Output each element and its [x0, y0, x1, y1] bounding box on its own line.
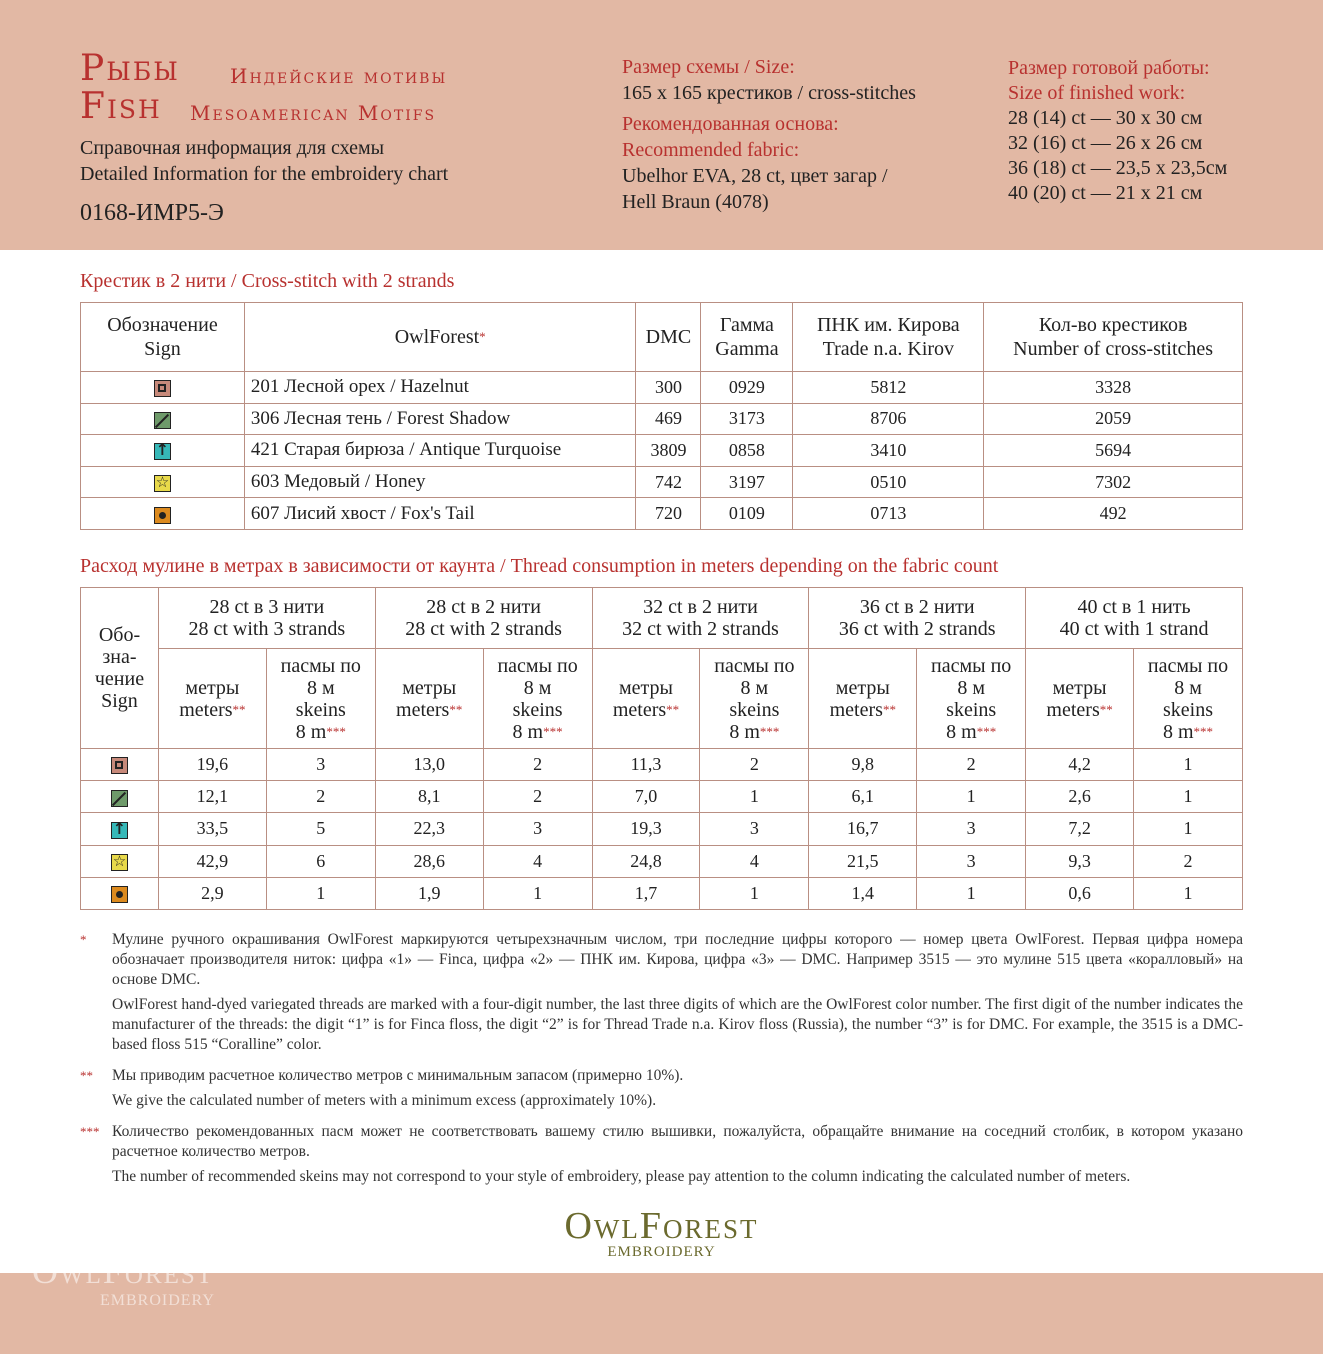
- cell: 2,6: [1026, 781, 1134, 813]
- table2-title: Расход мулине в метрах в зависимости от каунта / Thread consumption in meters depending on the fabric count: [80, 555, 999, 577]
- group-36-2: 36 ct в 2 нити 36 ct with 2 strands: [809, 588, 1026, 649]
- footnote-2: [80, 1066, 1243, 1116]
- up-arrow-icon: [154, 443, 171, 460]
- cell: 4: [483, 845, 592, 877]
- footnote-2-ru: Мы приводим расчетное количество метров с минимальным запасом (примерно 10%).: [112, 1067, 684, 1084]
- thread-name: 603 Медовый / Honey: [244, 466, 636, 498]
- cell: 11,3: [592, 749, 700, 781]
- title-en: Fish: [80, 86, 162, 127]
- gamma-value: 0858: [701, 435, 793, 467]
- size-value: 165 x 165 крестиков / cross-stitches: [622, 82, 916, 104]
- cell: 1: [700, 877, 809, 909]
- cell: 3: [700, 813, 809, 845]
- cell: 1: [1134, 877, 1243, 909]
- footnote-marker: *: [80, 932, 87, 947]
- footnote-1: [80, 930, 1243, 1060]
- group-header-row: [81, 588, 1243, 649]
- sub-meters: метры meters**: [809, 649, 917, 749]
- kirov-value: 8706: [793, 403, 984, 435]
- sub-header-row: [81, 649, 1243, 749]
- cell: 2: [483, 781, 592, 813]
- thread-name: 201 Лесной орех / Hazelnut: [244, 372, 636, 404]
- subtitle-en: Mesoamerican Motifs: [190, 101, 437, 125]
- sub-skeins: пасмы по 8 м skeins 8 m***: [483, 649, 592, 749]
- chart-code: 0168-ИМР5-Э: [80, 200, 224, 226]
- sub-skeins: пасмы по 8 м skeins 8 m***: [917, 649, 1026, 749]
- footnote-marker: **: [80, 1068, 93, 1083]
- chart-size-block: [622, 54, 916, 215]
- group-40-1: 40 ct в 1 нить 40 ct with 1 strand: [1026, 588, 1243, 649]
- owlforest-logo: OwlForest: [564, 1205, 759, 1247]
- cell: 5: [266, 813, 375, 845]
- sub-meters: метры meters**: [158, 649, 266, 749]
- watermark-logo: OwlForest: [32, 1251, 215, 1291]
- table-row: [81, 403, 1243, 435]
- cell: 0,6: [1026, 877, 1134, 909]
- cell: 6,1: [809, 781, 917, 813]
- kirov-value: 3410: [793, 435, 984, 467]
- cell: 7,2: [1026, 813, 1134, 845]
- footnote-2-en: We give the calculated number of meters with a minimum excess (approximately 10%).: [112, 1092, 657, 1109]
- cell: 19,6: [158, 749, 266, 781]
- sub-meters: метры meters**: [592, 649, 700, 749]
- cell: 13,0: [375, 749, 483, 781]
- group-28-3: 28 ct в 3 нити 28 ct with 3 strands: [158, 588, 375, 649]
- footnote-3-ru: Количество рекомендованных пасм может не соответствовать вашему стилю вышивки, пожалуйста, обращайте внимание на соседний столбик, в котором указано расчетное количество метров.: [112, 1123, 1243, 1160]
- kirov-value: 0713: [793, 498, 984, 530]
- star-icon: [111, 854, 128, 871]
- count-value: 7302: [984, 466, 1243, 498]
- thread-consumption-table: [80, 587, 1243, 910]
- cell: 2: [700, 749, 809, 781]
- table-row: [81, 498, 1243, 530]
- fabric-value-1: Ubelhor EVA, 28 ct, цвет загар /: [622, 165, 888, 187]
- thread-name: 306 Лесная тень / Forest Shadow: [244, 403, 636, 435]
- count-value: 492: [984, 498, 1243, 530]
- table-row: [81, 877, 1243, 909]
- slash-icon: [154, 412, 171, 429]
- finished-label-ru: Размер готовой работы:: [1008, 57, 1210, 79]
- table-row: [81, 781, 1243, 813]
- cell: 8,1: [375, 781, 483, 813]
- thread-name: 607 Лисий хвост / Fox's Tail: [244, 498, 636, 530]
- header-kirov: ПНК им. Кирова Trade n.a. Kirov: [793, 303, 984, 372]
- gamma-value: 0929: [701, 372, 793, 404]
- table-row: [81, 435, 1243, 467]
- gamma-value: 0109: [701, 498, 793, 530]
- gamma-value: 3197: [701, 466, 793, 498]
- footnote-marker: ***: [80, 1124, 100, 1139]
- cell: 3: [917, 813, 1026, 845]
- dot-icon: [154, 507, 171, 524]
- square-in-square-icon: [111, 757, 128, 774]
- star-icon: [154, 475, 171, 492]
- header-gamma: Гамма Gamma: [701, 303, 793, 372]
- title-ru: Рыбы: [80, 48, 180, 89]
- cell: 1,9: [375, 877, 483, 909]
- finished-size-28: 28 (14) ct — 30 x 30 см: [1008, 107, 1203, 129]
- cell: 33,5: [158, 813, 266, 845]
- gamma-value: 3173: [701, 403, 793, 435]
- thread-key-table: [80, 302, 1243, 530]
- sub-meters: метры meters**: [375, 649, 483, 749]
- cell: 1,7: [592, 877, 700, 909]
- dmc-value: 720: [636, 498, 701, 530]
- cell: 1: [917, 781, 1026, 813]
- cell: 24,8: [592, 845, 700, 877]
- cell: 28,6: [375, 845, 483, 877]
- footnote-3: [80, 1122, 1243, 1192]
- table-header-row: [81, 303, 1243, 372]
- fabric-label-ru: Рекомендованная основа:: [622, 113, 839, 135]
- footnote-1-en: OwlForest hand-dyed variegated threads are marked with a four-digit number, the last three digits of which are the OwlForest color number. The first digit of the number indicates the manufacturer of the threads: the digit “1” is for Finca floss, the digit “2” is for Thread Trade n.a. Kirov floss (Russia), the number “3” is for DMC. For example, the 3515 is a DMC-based floss 515 “Coralline” color.: [112, 996, 1243, 1053]
- cell: 1: [700, 781, 809, 813]
- dmc-value: 300: [636, 372, 701, 404]
- watermark-logo-sub: EMBROIDERY: [100, 1292, 215, 1309]
- dot-icon: [111, 886, 128, 903]
- table1-title: Крестик в 2 нити / Cross-stitch with 2 strands: [80, 270, 455, 292]
- cell: 2: [917, 749, 1026, 781]
- square-in-square-icon: [154, 380, 171, 397]
- cell: 2: [1134, 845, 1243, 877]
- size-label: Размер схемы / Size:: [622, 56, 795, 78]
- header-owlforest: OwlForest*: [244, 303, 636, 372]
- cell: 1: [1134, 781, 1243, 813]
- finished-size-36: 36 (18) ct — 23,5 x 23,5см: [1008, 157, 1228, 179]
- sub-skeins: пасмы по 8 м skeins 8 m***: [1134, 649, 1243, 749]
- cell: 4,2: [1026, 749, 1134, 781]
- dmc-value: 469: [636, 403, 701, 435]
- group-32-2: 32 ct в 2 нити 32 ct with 2 strands: [592, 588, 809, 649]
- cell: 1: [1134, 813, 1243, 845]
- cell: 6: [266, 845, 375, 877]
- cell: 22,3: [375, 813, 483, 845]
- cell: 7,0: [592, 781, 700, 813]
- cell: 19,3: [592, 813, 700, 845]
- reference-ru: Справочная информация для схемы: [80, 137, 385, 159]
- dmc-value: 742: [636, 466, 701, 498]
- cell: 2: [483, 749, 592, 781]
- cell: 2,9: [158, 877, 266, 909]
- finished-size-40: 40 (20) ct — 21 x 21 см: [1008, 182, 1203, 204]
- cell: 42,9: [158, 845, 266, 877]
- cell: 1,4: [809, 877, 917, 909]
- slash-icon: [111, 790, 128, 807]
- count-value: 5694: [984, 435, 1243, 467]
- cell: 9,3: [1026, 845, 1134, 877]
- cell: 1: [1134, 749, 1243, 781]
- cell: 4: [700, 845, 809, 877]
- reference-en: Detailed Information for the embroidery chart: [80, 163, 449, 185]
- cell: 21,5: [809, 845, 917, 877]
- kirov-value: 0510: [793, 466, 984, 498]
- header-sign: Обо- зна- чение Sign: [81, 588, 159, 749]
- table-row: [81, 845, 1243, 877]
- subtitle-ru: Индейские мотивы: [230, 64, 448, 88]
- cell: 3: [266, 749, 375, 781]
- dmc-value: 3809: [636, 435, 701, 467]
- cell: 1: [483, 877, 592, 909]
- finished-label-en: Size of finished work:: [1008, 82, 1186, 104]
- group-28-2: 28 ct в 2 нити 28 ct with 2 strands: [375, 588, 592, 649]
- count-value: 2059: [984, 403, 1243, 435]
- header-sign: Обозначение Sign: [81, 303, 245, 372]
- cell: 1: [266, 877, 375, 909]
- cell: 1: [917, 877, 1026, 909]
- thread-name: 421 Старая бирюза / Antique Turquoise: [244, 435, 636, 467]
- table-row: [81, 813, 1243, 845]
- table-row: [81, 372, 1243, 404]
- cell: 3: [917, 845, 1026, 877]
- sub-meters: метры meters**: [1026, 649, 1134, 749]
- footnote-3-en: The number of recommended skeins may not correspond to your style of embroidery, please pay attention to the column indicating the calculated number of meters.: [112, 1168, 1131, 1185]
- fabric-value-2: Hell Braun (4078): [622, 191, 769, 213]
- finished-size-block: [1008, 56, 1227, 206]
- sub-skeins: пасмы по 8 м skeins 8 m***: [266, 649, 375, 749]
- kirov-value: 5812: [793, 372, 984, 404]
- cell: 2: [266, 781, 375, 813]
- cell: 3: [483, 813, 592, 845]
- table-row: [81, 749, 1243, 781]
- up-arrow-icon: [111, 822, 128, 839]
- fabric-label-en: Recommended fabric:: [622, 139, 800, 161]
- finished-size-32: 32 (16) ct — 26 x 26 см: [1008, 132, 1203, 154]
- header-dmc: DMC: [636, 303, 701, 372]
- cell: 16,7: [809, 813, 917, 845]
- footnotes: [80, 930, 1243, 1198]
- owlforest-logo-sub: EMBROIDERY: [607, 1244, 716, 1260]
- footnote-1-ru: Мулине ручного окрашивания OwlForest маркируются четырехзначным числом, три последние цифры которого — номер цвета OwlForest. Первая цифра номера обозначает производителя ниток: цифра «1» — Finca, цифра «2» — ПНК им. Кирова, цифра «3» — DMC. Например 3515 — это мулине 515 цвета «коралловый» на основе DMC.: [112, 931, 1243, 988]
- sub-skeins: пасмы по 8 м skeins 8 m***: [700, 649, 809, 749]
- cell: 9,8: [809, 749, 917, 781]
- header-count: Кол-во крестиков Number of cross-stitches: [984, 303, 1243, 372]
- count-value: 3328: [984, 372, 1243, 404]
- table-row: [81, 466, 1243, 498]
- cell: 12,1: [158, 781, 266, 813]
